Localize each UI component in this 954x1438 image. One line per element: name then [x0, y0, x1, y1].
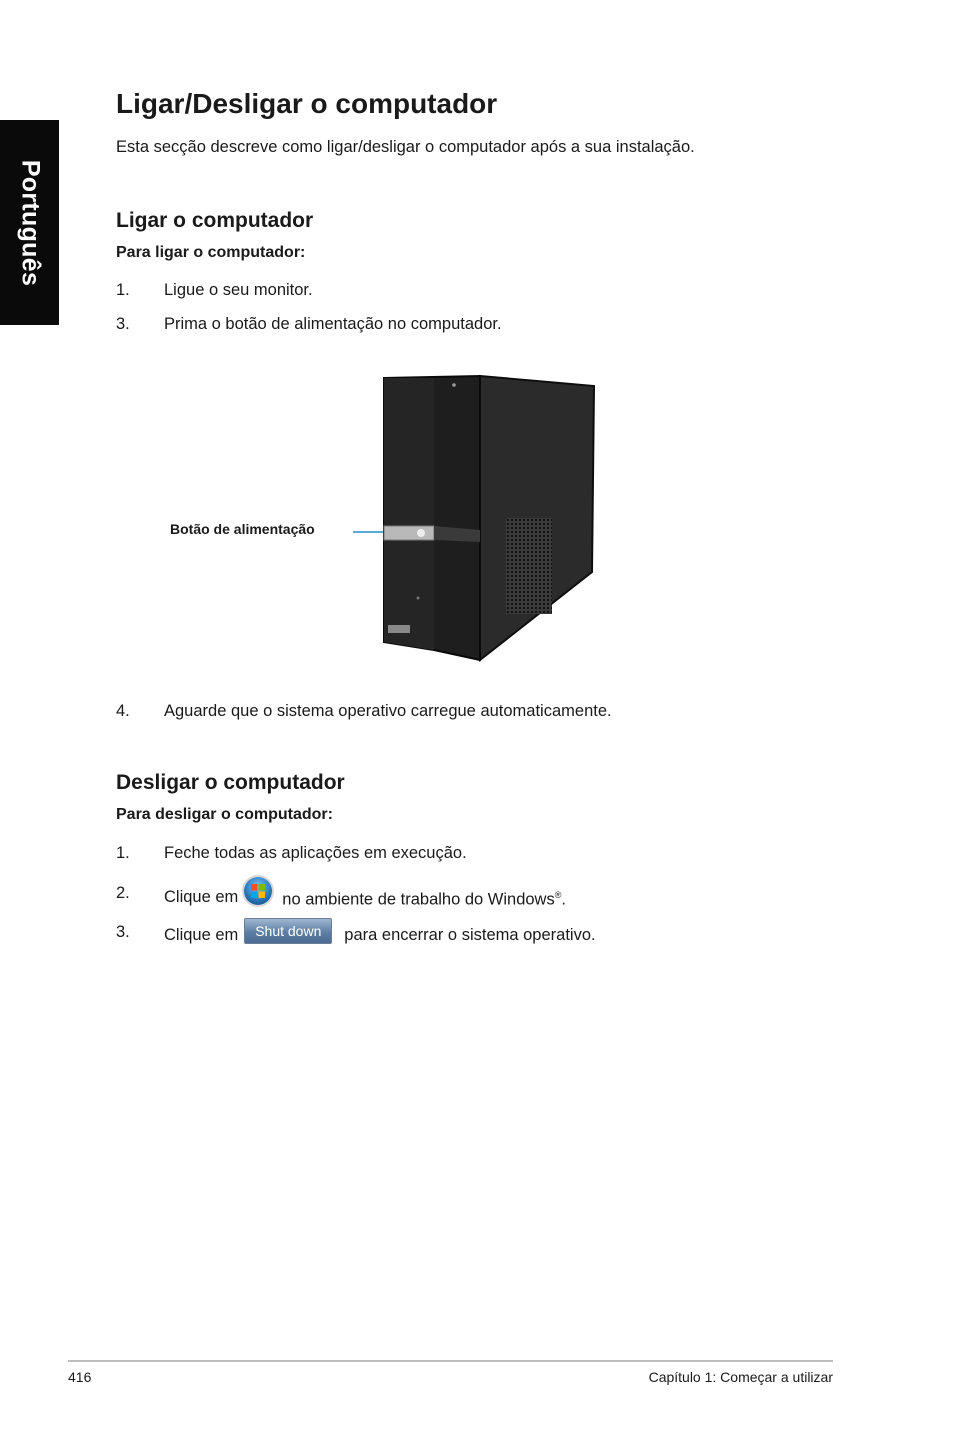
- step-number: 2.: [116, 884, 130, 902]
- step-text-before: Clique em: [164, 926, 239, 944]
- step-text: Feche todas as aplicações em execução.: [164, 844, 467, 862]
- chapter-label: Capítulo 1: Começar a utilizar: [648, 1369, 833, 1385]
- registered-mark: ®: [554, 889, 562, 900]
- windows-start-icon[interactable]: [244, 877, 272, 905]
- step-text: Ligue o seu monitor.: [164, 281, 313, 299]
- power-button: [417, 529, 425, 537]
- step-text: Aguarde que o sistema operativo carregue automaticamente.: [164, 702, 612, 720]
- step-text: Prima o botão de alimentação no computador.: [164, 315, 502, 333]
- desktop-pc-illustration: [350, 370, 610, 670]
- step-number: 4.: [116, 702, 130, 720]
- footer-divider: [68, 1360, 833, 1362]
- language-tab: [0, 120, 59, 325]
- step-text-end: .: [561, 890, 566, 909]
- step-number: 3.: [116, 315, 130, 333]
- section-heading-off: Desligar o computador: [116, 771, 345, 794]
- page-title: Ligar/Desligar o computador: [116, 88, 498, 119]
- page-number: 416: [68, 1369, 92, 1385]
- step-number: 3.: [116, 923, 130, 941]
- shut-down-button-icon[interactable]: Shut down: [244, 918, 332, 944]
- step-number: 1.: [116, 281, 130, 299]
- step-text-after: para encerrar o sistema operativo.: [344, 926, 596, 944]
- power-strip: [384, 526, 434, 540]
- language-tab-label: Português: [16, 159, 44, 286]
- step-text-before: Clique em: [164, 888, 239, 906]
- section-heading-on: Ligar o computador: [116, 209, 314, 232]
- subheading-on: Para ligar o computador:: [116, 244, 306, 261]
- subheading-off: Para desligar o computador:: [116, 806, 333, 823]
- intro-text: Esta secção descreve como ligar/desligar o computador após a sua instalação.: [116, 138, 695, 156]
- step-number: 1.: [116, 844, 130, 862]
- brand-logo: [388, 625, 410, 633]
- power-button-callout: Botão de alimentação: [170, 521, 315, 537]
- step-text-after: no ambiente de trabalho do Windows: [282, 890, 555, 909]
